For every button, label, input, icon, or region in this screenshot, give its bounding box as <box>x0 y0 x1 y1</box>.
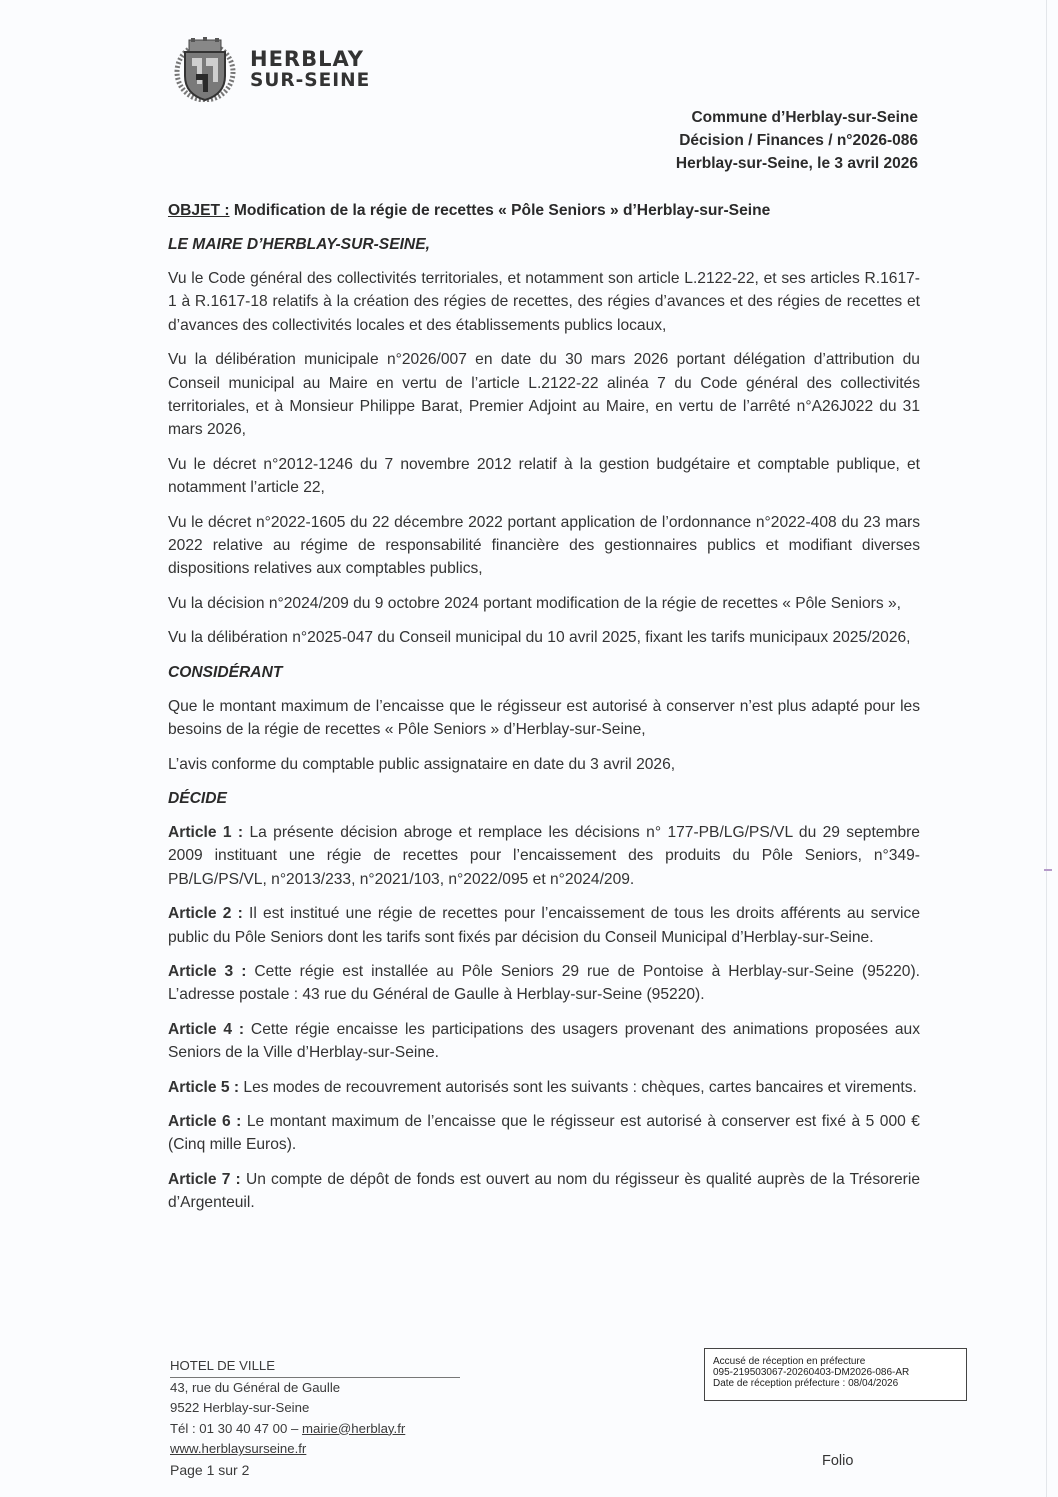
decision-number: Décision / Finances / n°2026-086 <box>679 132 918 149</box>
article-label: Article 4 : <box>168 1020 245 1038</box>
footer-phone-line <box>170 1419 462 1440</box>
article-6 <box>168 1110 920 1157</box>
coat-of-arms-icon <box>172 36 244 102</box>
considerant-heading: CONSIDÉRANT <box>168 663 283 681</box>
article-label: Article 3 : <box>168 962 247 980</box>
stamp-line-3: Date de réception préfecture : 08/04/2026 <box>713 1378 899 1389</box>
visa-paragraph: Vu la délibération municipale n°2026/007 en date du 30 mars 2026 portant délégation d’attribution du Conseil municipal au Maire en vertu de l’article L.2122-22 alinéa 7 du Code général des collectivités territoriales, et à Monsieur Philippe Barat, Premier Adjoint au Maire, en vertu de l’arrêté n°A26J022 du 31 mars 2026, <box>168 351 920 439</box>
article-1 <box>168 821 920 891</box>
commune-name: Commune d’Herblay-sur-Seine <box>691 109 918 126</box>
visa-paragraph: Vu la délibération n°2025-047 du Conseil municipal du 10 avril 2025, fixant les tarifs municipaux 2025/2026, <box>168 629 911 647</box>
article-7 <box>168 1168 920 1215</box>
stamp-line-2: 095-219503067-20260403-DM2026-086-AR <box>713 1367 910 1378</box>
article-label: Article 1 : <box>168 823 244 841</box>
city-logo <box>172 36 392 102</box>
article-4 <box>168 1018 920 1065</box>
logo-line-2: SUR-SEINE <box>250 70 371 91</box>
footer-contact <box>170 1356 462 1480</box>
article-5 <box>168 1076 920 1099</box>
folio-label: Folio <box>822 1453 854 1469</box>
article-3 <box>168 960 920 1007</box>
mayor-heading: LE MAIRE D’HERBLAY-SUR-SEINE, <box>168 236 430 253</box>
stamp-line-1: Accusé de réception en préfecture <box>713 1356 866 1367</box>
footer-email-link[interactable]: mairie@herblay.fr <box>301 1420 406 1436</box>
decision-reference-block <box>676 106 918 175</box>
visa-paragraph: Vu la décision n°2024/209 du 9 octobre 2024 portant modification de la régie de recettes « Pôle Seniors », <box>168 594 901 612</box>
logo-wordmark <box>250 48 370 92</box>
logo-line-1: HERBLAY <box>250 47 364 71</box>
considerant-paragraph: L’avis conforme du comptable public assignataire en date du 3 avril 2026, <box>168 755 676 773</box>
article-label: Article 6 : <box>168 1112 242 1130</box>
footer-website-link[interactable]: www.herblaysurseine.fr <box>170 1441 307 1456</box>
article-2 <box>168 902 920 949</box>
article-text: La présente décision abroge et remplace les décisions n° 177-PB/LG/PS/VL du 29 septembre 2009 instituant une régie de recettes pour l’encaissement des produits du Pôle Seniors, n°349-PB/LG/PS/VL, n°2013/233, n°2021/103, n°2022/095 et n°2024/209. <box>168 823 920 888</box>
decide-heading: DÉCIDE <box>168 789 227 807</box>
place-and-date: Herblay-sur-Seine, le 3 avril 2026 <box>675 155 918 172</box>
fold-mark <box>1044 869 1052 871</box>
footer-title: HOTEL DE VILLE <box>170 1356 460 1378</box>
considerant-paragraph: Que le montant maximum de l’encaisse que le régisseur est autorisé à conserver n’est plus adapté pour les besoins de la régie de recettes « Pôle Seniors » d’Herblay-sur-Seine, <box>168 697 920 739</box>
article-label: Article 7 : <box>168 1170 241 1188</box>
article-text: Les modes de recouvrement autorisés sont les suivants : chèques, cartes bancaires et virements. <box>239 1078 917 1096</box>
article-text: Cette régie est installée au Pôle Seniors 29 rue de Pontoise à Herblay-sur-Seine (95220). L’adresse postale : 43 rue du Général de Gaulle à Herblay-sur-Seine (95220). <box>168 962 920 1004</box>
visa-paragraph: Vu le décret n°2012-1246 du 7 novembre 2012 relatif à la gestion budgétaire et comptable publique, et notamment l’article 22, <box>168 455 920 497</box>
subject-text: Modification de la régie de recettes « Pôle Seniors » d’Herblay-sur-Seine <box>229 202 771 219</box>
decision-body <box>168 199 920 1226</box>
article-label: Article 5 : <box>168 1078 240 1096</box>
article-text: Le montant maximum de l’encaisse que le régisseur est autorisé à conserver est fixé à 5 000 € (Cinq mille Euros). <box>168 1112 920 1154</box>
subject-line <box>168 199 920 222</box>
visa-paragraph: Vu le Code général des collectivités territoriales, et notamment son article L.2122-22, et ses articles R.1617-1 à R.1617-18 relatifs à la création des régies de recettes, des régies d’avances et des régies de recettes et d’avances des collectivités locales et des établissements publics locaux, <box>168 270 920 334</box>
article-text: Cette régie encaisse les participations des usagers provenant des animations proposées aux Seniors de la Ville d’Herblay-sur-Seine. <box>168 1020 920 1062</box>
article-text: Il est institué une régie de recettes pour l’encaissement de tous les droits afférents au service public du Pôle Seniors dont les tarifs sont fixés par décision du Conseil Municipal d’Herblay-sur-Seine. <box>168 905 920 946</box>
prefecture-receipt-stamp <box>704 1348 967 1401</box>
scan-edge-line <box>1046 0 1047 1497</box>
footer-address-line-1: 43, rue du Général de Gaulle <box>170 1379 341 1395</box>
visa-paragraph: Vu le décret n°2022-1605 du 22 décembre 2022 portant application de l’ordonnance n°2022-408 du 23 mars 2022 relative au régime de responsabilité financière des gestionnaires publics et modifiant diverses dispositions relatives aux comptables publics, <box>168 513 920 578</box>
subject-label: OBJET : <box>168 202 230 219</box>
page-number: Page 1 sur 2 <box>170 1461 250 1478</box>
footer-phone: Tél : 01 30 40 47 00 – <box>170 1420 302 1436</box>
article-label: Article 2 : <box>168 905 243 923</box>
article-text: Un compte de dépôt de fonds est ouvert au nom du régisseur ès qualité auprès de la Trésorerie d’Argenteuil. <box>168 1170 920 1212</box>
footer-address-line-2: 9522 Herblay-sur-Seine <box>170 1400 310 1415</box>
